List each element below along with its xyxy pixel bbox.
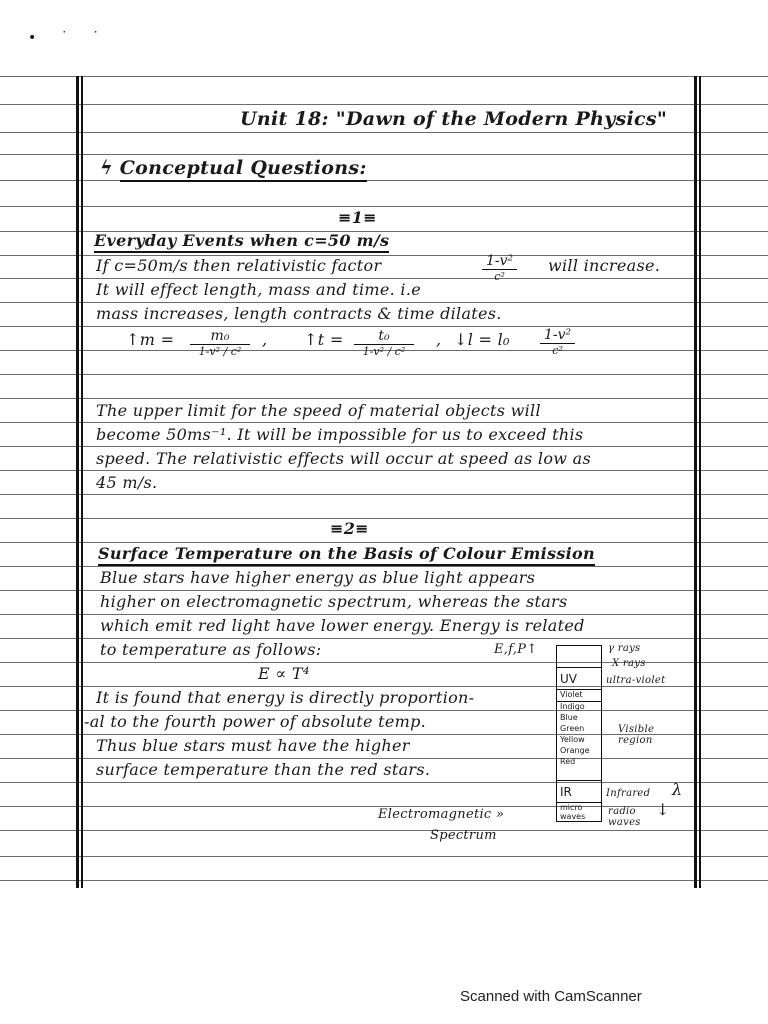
formula-time-fraction: t₀ 1-v² / c² [354, 328, 414, 358]
relativistic-factor: 1-v² c² [482, 253, 517, 283]
cell-microwaves: micro waves [560, 803, 586, 821]
q1-para-2: become 50ms⁻¹. It will be impossible for us to exceed this [96, 425, 584, 444]
lightning-icon: ϟ [100, 157, 120, 179]
lambda-label: λ [672, 780, 683, 799]
q1-line-1-end: will increase. [548, 256, 661, 275]
section-heading: ϟ Conceptual Questions: [100, 157, 367, 179]
q1-para-4: 45 m/s. [96, 473, 158, 492]
q2-line-1: Blue stars have higher energy as blue light appears [100, 568, 536, 587]
cell-red: Red [557, 757, 601, 781]
question-1-title: Everyday Events when c=50 m/s [94, 231, 389, 250]
q2-line-5: It is found that energy is directly proportion- [96, 688, 475, 707]
scanner-footer: Scanned with CamScanner [460, 988, 642, 1005]
cell-uv: UV [557, 668, 601, 690]
q1-line-1: If c=50m/s then relativistic factor [96, 256, 382, 275]
question-marker-1: ≡1≡ [338, 208, 377, 227]
q2-line-3: which emit red light have lower energy. Energy is related [100, 616, 585, 635]
formula-length: ↓l = l₀ [454, 330, 510, 349]
label-visible: Visible region [618, 724, 655, 746]
formula-length-root: 1-v² c² [540, 327, 575, 357]
formula-sep-1: , [262, 330, 268, 349]
q1-para-3: speed. The relativistic effects will occur at speed as low as [96, 449, 592, 468]
question-marker-2: ≡2≡ [330, 519, 369, 538]
q1-para-1: The upper limit for the speed of material objects will [96, 401, 541, 420]
formula-sep-2: , [436, 330, 442, 349]
formula-mass-fraction: m₀ 1-v² / c² [190, 328, 250, 358]
cell-orange: Orange [560, 746, 590, 755]
q1-line-3: mass increases, length contracts & time dilates. [96, 304, 502, 323]
cell-ir: IR [557, 781, 601, 803]
q2-line-2: higher on electromagnetic spectrum, whereas the stars [100, 592, 568, 611]
arrow-up-icon: ↑ [526, 642, 538, 657]
spectrum-column [556, 645, 602, 822]
stray-marks: • ˙ ˙ [28, 30, 110, 46]
q2-line-8: surface temperature than the red stars. [96, 760, 431, 779]
q2-line-4: to temperature as follows: [100, 640, 322, 659]
label-uv: ultra-violet [606, 675, 666, 686]
cell-violet: Violet [557, 690, 601, 702]
q2-line-7: Thus blue stars must have the higher [96, 736, 410, 755]
cell-indigo: Indigo [560, 702, 585, 711]
spectrum-axis-label: E,f,P↑ [494, 642, 538, 657]
cell-green: Green [560, 724, 585, 733]
q2-line-6: -al to the fourth power of absolute temp. [84, 712, 427, 731]
formula-time-lhs: ↑t = [304, 330, 344, 349]
cell-yellow: Yellow [560, 735, 585, 744]
q1-line-2: It will effect length, mass and time. i.e [96, 280, 421, 299]
spectrum-caption-2: Spectrum [430, 828, 497, 843]
spectrum-caption-1: Electromagnetic » [378, 807, 505, 822]
arrow-down-icon: ↓ [656, 800, 670, 819]
label-infrared: Infrared [606, 788, 651, 799]
label-xray: X rays [612, 658, 646, 669]
cell-blue: Blue [560, 713, 578, 722]
question-2-title: Surface Temperature on the Basis of Colour Emission [98, 544, 595, 563]
energy-temperature-formula: E ∝ T⁴ [258, 664, 310, 683]
label-radio: radio waves [608, 806, 641, 828]
formula-mass-lhs: ↑m = [126, 330, 175, 349]
page-title: Unit 18: "Dawn of the Modern Physics" [240, 108, 668, 130]
label-gamma: γ rays [608, 643, 641, 654]
